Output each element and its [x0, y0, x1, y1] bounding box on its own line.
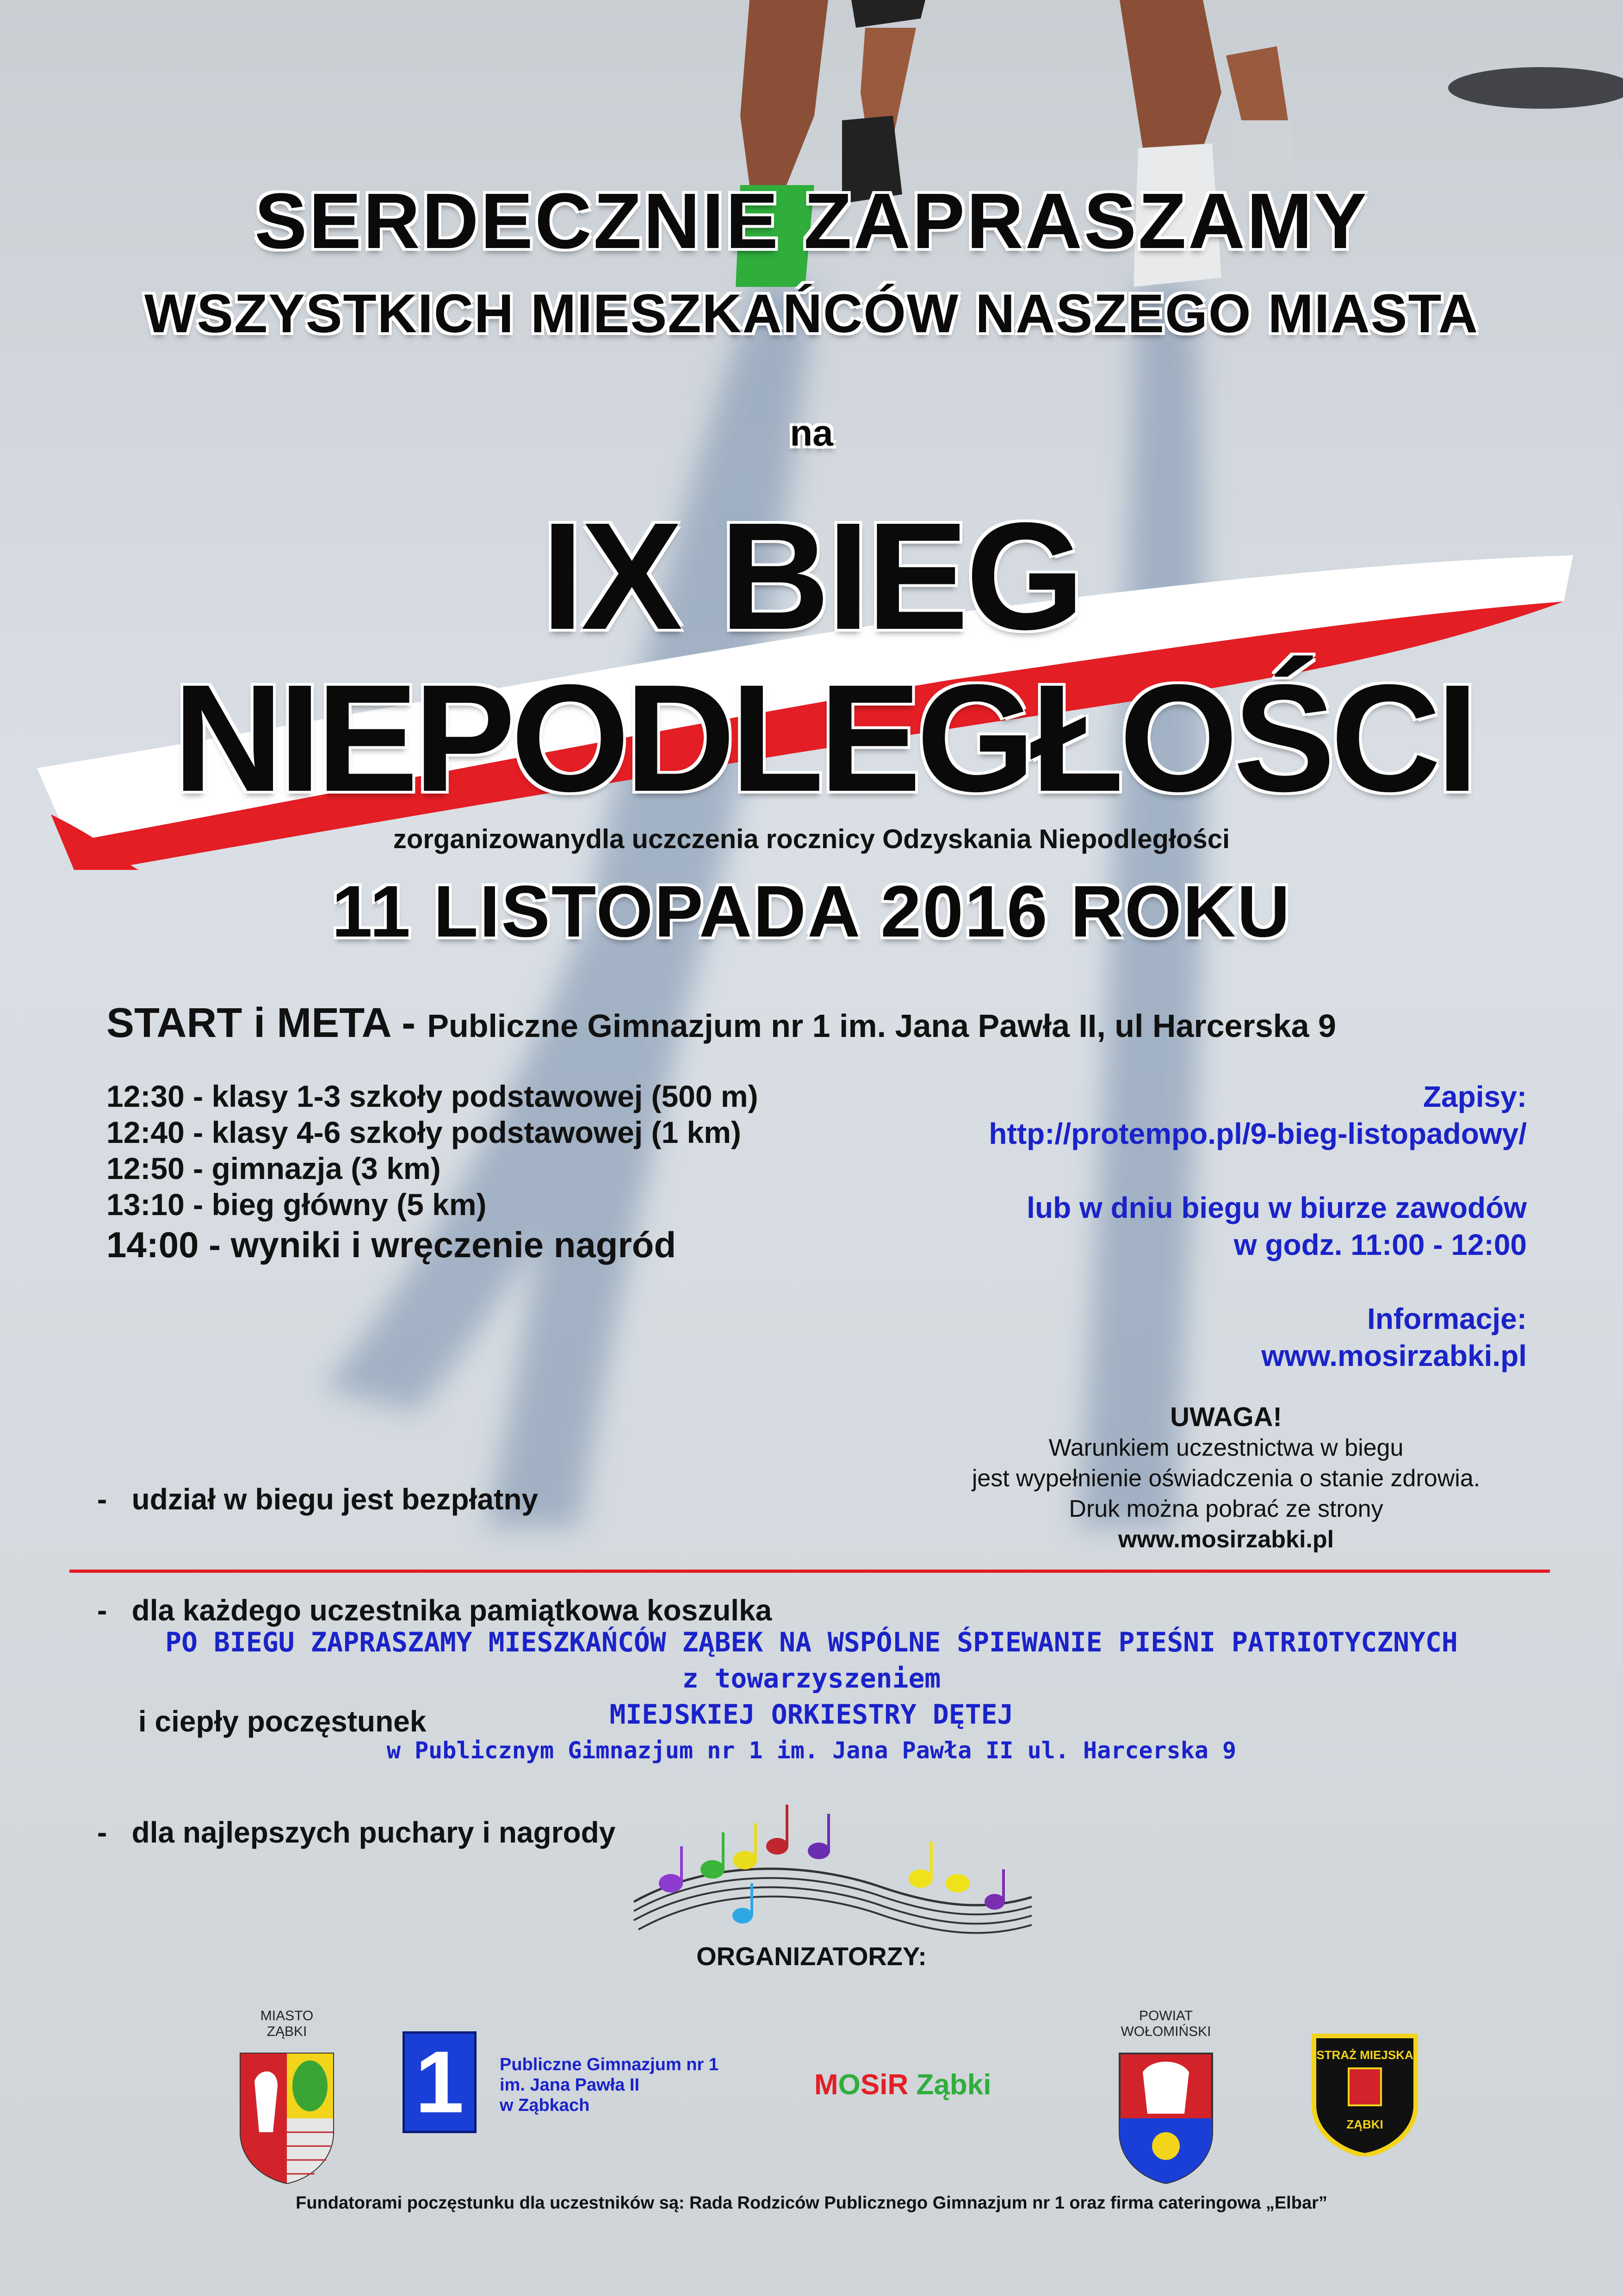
notice-title: UWAGA! — [1170, 1402, 1282, 1432]
info-title: Informacje: — [1367, 1302, 1527, 1335]
school-name-line: im. Jana Pawła II — [500, 2075, 640, 2095]
county-label: POWIAT WOŁOMIŃSKI — [1121, 2008, 1211, 2039]
event-title-line2: NIEPODLEGŁOŚCI — [173, 652, 1474, 823]
invitation-subheading: WSZYSTKICH MIESZKAŃCÓW NASZEGO MIASTA — [144, 283, 1479, 344]
invite-line: z towarzyszeniem — [682, 1663, 941, 1694]
city-label: MIASTO ZĄBKI — [260, 2008, 314, 2039]
invite-line: MIEJSKIEJ ORKIESTRY DĘTEJ — [609, 1699, 1014, 1730]
schedule-item: 12:40 - klasy 4-6 szkoły podstawowej (1 km) — [106, 1115, 741, 1149]
organizers-title: ORGANIZATORZY: — [696, 1942, 927, 1971]
notice-line: Warunkiem uczestnictwa w biegu — [1048, 1434, 1404, 1461]
guard-bottom-text: ZĄBKI — [1346, 2117, 1383, 2131]
event-subtitle: zorganizowanydla uczczenia rocznicy Odzyskania Niepodległości — [393, 824, 1230, 854]
notice-line: jest wypełnienie oświadczenia o stanie zdrowia. — [972, 1465, 1481, 1492]
sponsor-footer: Fundatorami poczęstunku dla uczestników są: Rada Rodziców Publicznego Gimnazjum nr 1 oraz firma cateringowa „Elbar” — [296, 2193, 1327, 2213]
county-logo — [1096, 2008, 1235, 2190]
event-date: 11 LISTOPADA 2016 ROKU — [332, 871, 1291, 952]
city-zabki-logo — [222, 2008, 352, 2190]
schedule-item: 12:30 - klasy 1-3 szkoły podstawowej (500 m) — [106, 1079, 758, 1113]
divider-rule — [69, 1570, 1550, 1573]
registration-url[interactable]: http://protempo.pl/9-bieg-listopadowy/ — [989, 1117, 1527, 1150]
registration-alt-line1: lub w dniu biegu w biurze zawodów — [1027, 1191, 1527, 1224]
schedule-item: 12:50 - gimnazja (3 km) — [106, 1151, 441, 1185]
start-place: Publiczne Gimnazjum nr 1 im. Jana Pawła II, ul Harcerska 9 — [427, 1008, 1336, 1044]
school-name-line: w Ząbkach — [500, 2096, 590, 2115]
benefit-item: - dla każdego uczestnika pamiątkowa koszulka — [97, 1594, 772, 1627]
benefit-item: i ciepły poczęstunek — [97, 1705, 427, 1738]
info-url[interactable]: www.mosirzabki.pl — [1261, 1339, 1527, 1372]
invite-section — [0, 1624, 1623, 1769]
city-coat-of-arms-icon — [222, 2040, 352, 2188]
school-name-line: Publiczne Gimnazjum nr 1 — [500, 2055, 719, 2074]
schedule-item: 14:00 - wyniki i wręczenie nagród — [106, 1224, 676, 1265]
notice-box — [925, 1402, 1527, 1555]
schedule-item: 13:10 - bieg główny (5 km) — [106, 1187, 487, 1222]
mosir-city: Ząbki — [916, 2069, 991, 2101]
invite-line: w Publicznym Gimnazjum nr 1 im. Jana Pawła II ul. Harcerska 9 — [386, 1737, 1237, 1764]
city-guard-badge-icon — [1300, 2017, 1430, 2156]
mosir-letter: O — [838, 2069, 861, 2101]
notice-line: Druk można pobrać ze strony — [1069, 1496, 1383, 1522]
invite-line: PO BIEGU ZAPRASZAMY MIESZKAŃCÓW ZĄBEK NA WSPÓLNE ŚPIEWANIE PIEŚNI PATRIOTYCZNYCH — [165, 1626, 1458, 1658]
na-text: na — [790, 412, 833, 453]
benefit-item: - dla najlepszych puchary i nagrody — [97, 1816, 616, 1849]
music-notes-icon — [625, 1795, 1041, 1948]
benefit-item: - udział w biegu jest bezpłatny — [97, 1483, 538, 1516]
start-label: START i META - — [106, 1000, 427, 1046]
school-logo — [403, 2031, 796, 2142]
registration-alt-line2: w godz. 11:00 - 12:00 — [1233, 1228, 1527, 1261]
mosir-letter: SiR — [860, 2069, 909, 2101]
mosir-logo — [814, 2068, 991, 2101]
school-name — [500, 2054, 719, 2116]
school-number: 1 — [415, 2033, 464, 2131]
registration-box — [787, 1078, 1527, 1374]
registration-title: Zapisy: — [1423, 1080, 1527, 1113]
county-coat-of-arms-icon — [1096, 2040, 1235, 2188]
invitation-heading: SERDECZNIE ZAPRASZAMY — [254, 177, 1369, 265]
notice-url[interactable]: www.mosirzabki.pl — [1118, 1526, 1334, 1553]
start-finish-line — [106, 999, 1587, 1047]
guard-top-text: STRAŻ MIEJSKA — [1316, 2048, 1413, 2062]
event-title-line1: IX BIEG — [541, 490, 1082, 661]
mosir-letter: M — [814, 2069, 838, 2101]
